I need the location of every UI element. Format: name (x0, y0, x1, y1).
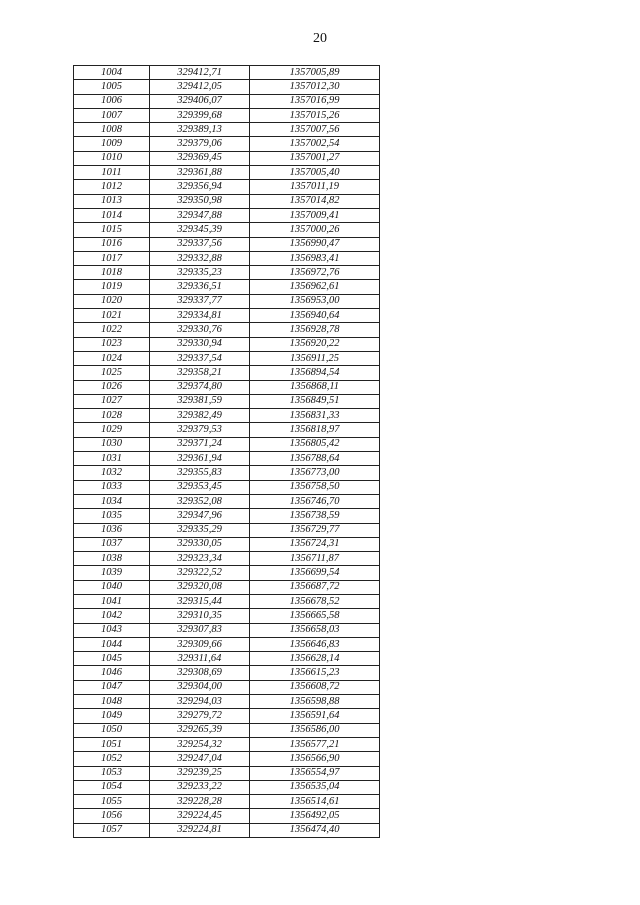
x-coordinate-cell: 329304,00 (150, 680, 250, 694)
point-number-cell: 1049 (74, 709, 150, 723)
y-coordinate-cell: 1356646,83 (250, 637, 380, 651)
x-coordinate-cell: 329228,28 (150, 795, 250, 809)
point-number-cell: 1010 (74, 151, 150, 165)
table-row (74, 437, 380, 451)
x-coordinate-cell: 329315,44 (150, 594, 250, 608)
point-number-cell: 1012 (74, 180, 150, 194)
table-row (74, 509, 380, 523)
x-coordinate-cell: 329389,13 (150, 123, 250, 137)
point-number-cell: 1045 (74, 652, 150, 666)
y-coordinate-cell: 1356940,64 (250, 309, 380, 323)
x-coordinate-cell: 329358,21 (150, 366, 250, 380)
x-coordinate-cell: 329352,08 (150, 494, 250, 508)
y-coordinate-cell: 1357002,54 (250, 137, 380, 151)
x-coordinate-cell: 329353,45 (150, 480, 250, 494)
point-number-cell: 1032 (74, 466, 150, 480)
y-coordinate-cell: 1356911,25 (250, 351, 380, 365)
x-coordinate-cell: 329254,32 (150, 737, 250, 751)
y-coordinate-cell: 1356972,76 (250, 266, 380, 280)
table-row (74, 709, 380, 723)
table-row (74, 552, 380, 566)
y-coordinate-cell: 1356554,97 (250, 766, 380, 780)
x-coordinate-cell: 329336,51 (150, 280, 250, 294)
table-row (74, 652, 380, 666)
table-row (74, 823, 380, 837)
table-row (74, 194, 380, 208)
point-number-cell: 1030 (74, 437, 150, 451)
table-row (74, 452, 380, 466)
table-row (74, 366, 380, 380)
table-row (74, 251, 380, 265)
y-coordinate-cell: 1356658,03 (250, 623, 380, 637)
x-coordinate-cell: 329307,83 (150, 623, 250, 637)
point-number-cell: 1042 (74, 609, 150, 623)
y-coordinate-cell: 1357000,26 (250, 223, 380, 237)
x-coordinate-cell: 329369,45 (150, 151, 250, 165)
table-row (74, 337, 380, 351)
x-coordinate-cell: 329337,56 (150, 237, 250, 251)
table-row (74, 266, 380, 280)
y-coordinate-cell: 1356678,52 (250, 594, 380, 608)
table-row (74, 94, 380, 108)
x-coordinate-cell: 329330,76 (150, 323, 250, 337)
point-number-cell: 1040 (74, 580, 150, 594)
table-row (74, 809, 380, 823)
table-row (74, 394, 380, 408)
x-coordinate-cell: 329337,77 (150, 294, 250, 308)
point-number-cell: 1052 (74, 752, 150, 766)
y-coordinate-cell: 1356868,11 (250, 380, 380, 394)
point-number-cell: 1008 (74, 123, 150, 137)
point-number-cell: 1025 (74, 366, 150, 380)
point-number-cell: 1016 (74, 237, 150, 251)
x-coordinate-cell: 329308,69 (150, 666, 250, 680)
point-number-cell: 1050 (74, 723, 150, 737)
table-row (74, 795, 380, 809)
table-row (74, 223, 380, 237)
table-row (74, 566, 380, 580)
table-row (74, 737, 380, 751)
coordinates-table-body (74, 66, 380, 838)
y-coordinate-cell: 1357007,56 (250, 123, 380, 137)
point-number-cell: 1029 (74, 423, 150, 437)
table-row (74, 466, 380, 480)
table-row (74, 594, 380, 608)
table-row (74, 237, 380, 251)
table-row (74, 380, 380, 394)
x-coordinate-cell: 329330,05 (150, 537, 250, 551)
table-row (74, 766, 380, 780)
table-row (74, 166, 380, 180)
x-coordinate-cell: 329247,04 (150, 752, 250, 766)
x-coordinate-cell: 329374,80 (150, 380, 250, 394)
point-number-cell: 1051 (74, 737, 150, 751)
point-number-cell: 1022 (74, 323, 150, 337)
coordinates-table (73, 65, 380, 838)
point-number-cell: 1044 (74, 637, 150, 651)
y-coordinate-cell: 1356831,33 (250, 409, 380, 423)
table-row (74, 637, 380, 651)
x-coordinate-cell: 329361,94 (150, 452, 250, 466)
table-row (74, 623, 380, 637)
table-row (74, 108, 380, 122)
y-coordinate-cell: 1356990,47 (250, 237, 380, 251)
y-coordinate-cell: 1356628,14 (250, 652, 380, 666)
y-coordinate-cell: 1356474,40 (250, 823, 380, 837)
point-number-cell: 1021 (74, 309, 150, 323)
point-number-cell: 1014 (74, 208, 150, 222)
point-number-cell: 1007 (74, 108, 150, 122)
table-row (74, 752, 380, 766)
x-coordinate-cell: 329382,49 (150, 409, 250, 423)
y-coordinate-cell: 1356818,97 (250, 423, 380, 437)
point-number-cell: 1013 (74, 194, 150, 208)
y-coordinate-cell: 1356615,23 (250, 666, 380, 680)
table-row (74, 423, 380, 437)
point-number-cell: 1027 (74, 394, 150, 408)
x-coordinate-cell: 329330,94 (150, 337, 250, 351)
y-coordinate-cell: 1356788,64 (250, 452, 380, 466)
y-coordinate-cell: 1357001,27 (250, 151, 380, 165)
table-row (74, 323, 380, 337)
x-coordinate-cell: 329224,81 (150, 823, 250, 837)
y-coordinate-cell: 1356805,42 (250, 437, 380, 451)
table-row (74, 480, 380, 494)
y-coordinate-cell: 1356928,78 (250, 323, 380, 337)
x-coordinate-cell: 329371,24 (150, 437, 250, 451)
y-coordinate-cell: 1356962,61 (250, 280, 380, 294)
point-number-cell: 1024 (74, 351, 150, 365)
point-number-cell: 1057 (74, 823, 150, 837)
y-coordinate-cell: 1356591,64 (250, 709, 380, 723)
point-number-cell: 1041 (74, 594, 150, 608)
x-coordinate-cell: 329345,39 (150, 223, 250, 237)
y-coordinate-cell: 1356849,51 (250, 394, 380, 408)
point-number-cell: 1018 (74, 266, 150, 280)
x-coordinate-cell: 329323,34 (150, 552, 250, 566)
y-coordinate-cell: 1356699,54 (250, 566, 380, 580)
point-number-cell: 1028 (74, 409, 150, 423)
x-coordinate-cell: 329335,23 (150, 266, 250, 280)
point-number-cell: 1004 (74, 66, 150, 80)
x-coordinate-cell: 329224,45 (150, 809, 250, 823)
table-row (74, 537, 380, 551)
x-coordinate-cell: 329412,05 (150, 80, 250, 94)
y-coordinate-cell: 1356577,21 (250, 737, 380, 751)
table-row (74, 208, 380, 222)
table-row (74, 523, 380, 537)
point-number-cell: 1046 (74, 666, 150, 680)
point-number-cell: 1019 (74, 280, 150, 294)
y-coordinate-cell: 1356608,72 (250, 680, 380, 694)
point-number-cell: 1034 (74, 494, 150, 508)
point-number-cell: 1055 (74, 795, 150, 809)
y-coordinate-cell: 1357015,26 (250, 108, 380, 122)
table-row (74, 123, 380, 137)
x-coordinate-cell: 329381,59 (150, 394, 250, 408)
table-row (74, 137, 380, 151)
page-number: 20 (313, 31, 327, 46)
y-coordinate-cell: 1356920,22 (250, 337, 380, 351)
x-coordinate-cell: 329320,08 (150, 580, 250, 594)
x-coordinate-cell: 329406,07 (150, 94, 250, 108)
y-coordinate-cell: 1356492,05 (250, 809, 380, 823)
table-row (74, 609, 380, 623)
y-coordinate-cell: 1356738,59 (250, 509, 380, 523)
y-coordinate-cell: 1356586,00 (250, 723, 380, 737)
table-row (74, 180, 380, 194)
point-number-cell: 1005 (74, 80, 150, 94)
x-coordinate-cell: 329332,88 (150, 251, 250, 265)
point-number-cell: 1047 (74, 680, 150, 694)
y-coordinate-cell: 1356566,90 (250, 752, 380, 766)
x-coordinate-cell: 329310,35 (150, 609, 250, 623)
point-number-cell: 1038 (74, 552, 150, 566)
point-number-cell: 1031 (74, 452, 150, 466)
point-number-cell: 1017 (74, 251, 150, 265)
x-coordinate-cell: 329412,71 (150, 66, 250, 80)
x-coordinate-cell: 329311,64 (150, 652, 250, 666)
y-coordinate-cell: 1356746,70 (250, 494, 380, 508)
table-row (74, 80, 380, 94)
y-coordinate-cell: 1356758,50 (250, 480, 380, 494)
point-number-cell: 1020 (74, 294, 150, 308)
y-coordinate-cell: 1356711,87 (250, 552, 380, 566)
y-coordinate-cell: 1356953,00 (250, 294, 380, 308)
table-row (74, 309, 380, 323)
x-coordinate-cell: 329355,83 (150, 466, 250, 480)
x-coordinate-cell: 329347,96 (150, 509, 250, 523)
point-number-cell: 1026 (74, 380, 150, 394)
y-coordinate-cell: 1356729,77 (250, 523, 380, 537)
table-row (74, 723, 380, 737)
table-row (74, 695, 380, 709)
y-coordinate-cell: 1357011,19 (250, 180, 380, 194)
table-row (74, 409, 380, 423)
point-number-cell: 1035 (74, 509, 150, 523)
y-coordinate-cell: 1357009,41 (250, 208, 380, 222)
table-row (74, 151, 380, 165)
point-number-cell: 1053 (74, 766, 150, 780)
y-coordinate-cell: 1357016,99 (250, 94, 380, 108)
y-coordinate-cell: 1357005,40 (250, 166, 380, 180)
point-number-cell: 1054 (74, 780, 150, 794)
y-coordinate-cell: 1356983,41 (250, 251, 380, 265)
point-number-cell: 1056 (74, 809, 150, 823)
x-coordinate-cell: 329335,29 (150, 523, 250, 537)
x-coordinate-cell: 329239,25 (150, 766, 250, 780)
y-coordinate-cell: 1356724,31 (250, 537, 380, 551)
point-number-cell: 1036 (74, 523, 150, 537)
x-coordinate-cell: 329233,22 (150, 780, 250, 794)
point-number-cell: 1011 (74, 166, 150, 180)
y-coordinate-cell: 1356687,72 (250, 580, 380, 594)
table-row (74, 666, 380, 680)
table-row (74, 294, 380, 308)
table-row (74, 280, 380, 294)
point-number-cell: 1037 (74, 537, 150, 551)
table-row (74, 580, 380, 594)
x-coordinate-cell: 329265,39 (150, 723, 250, 737)
y-coordinate-cell: 1356598,88 (250, 695, 380, 709)
point-number-cell: 1048 (74, 695, 150, 709)
x-coordinate-cell: 329347,88 (150, 208, 250, 222)
x-coordinate-cell: 329356,94 (150, 180, 250, 194)
y-coordinate-cell: 1357005,89 (250, 66, 380, 80)
point-number-cell: 1033 (74, 480, 150, 494)
y-coordinate-cell: 1356894,54 (250, 366, 380, 380)
y-coordinate-cell: 1356514,61 (250, 795, 380, 809)
x-coordinate-cell: 329379,06 (150, 137, 250, 151)
y-coordinate-cell: 1357012,30 (250, 80, 380, 94)
table-row (74, 680, 380, 694)
y-coordinate-cell: 1357014,82 (250, 194, 380, 208)
x-coordinate-cell: 329279,72 (150, 709, 250, 723)
x-coordinate-cell: 329399,68 (150, 108, 250, 122)
x-coordinate-cell: 329337,54 (150, 351, 250, 365)
table-row (74, 66, 380, 80)
point-number-cell: 1009 (74, 137, 150, 151)
y-coordinate-cell: 1356535,04 (250, 780, 380, 794)
table-row (74, 780, 380, 794)
point-number-cell: 1039 (74, 566, 150, 580)
point-number-cell: 1015 (74, 223, 150, 237)
x-coordinate-cell: 329294,03 (150, 695, 250, 709)
point-number-cell: 1023 (74, 337, 150, 351)
x-coordinate-cell: 329334,81 (150, 309, 250, 323)
point-number-cell: 1043 (74, 623, 150, 637)
table-row (74, 494, 380, 508)
x-coordinate-cell: 329350,98 (150, 194, 250, 208)
x-coordinate-cell: 329322,52 (150, 566, 250, 580)
x-coordinate-cell: 329309,66 (150, 637, 250, 651)
y-coordinate-cell: 1356665,58 (250, 609, 380, 623)
point-number-cell: 1006 (74, 94, 150, 108)
y-coordinate-cell: 1356773,00 (250, 466, 380, 480)
table-row (74, 351, 380, 365)
x-coordinate-cell: 329361,88 (150, 166, 250, 180)
x-coordinate-cell: 329379,53 (150, 423, 250, 437)
